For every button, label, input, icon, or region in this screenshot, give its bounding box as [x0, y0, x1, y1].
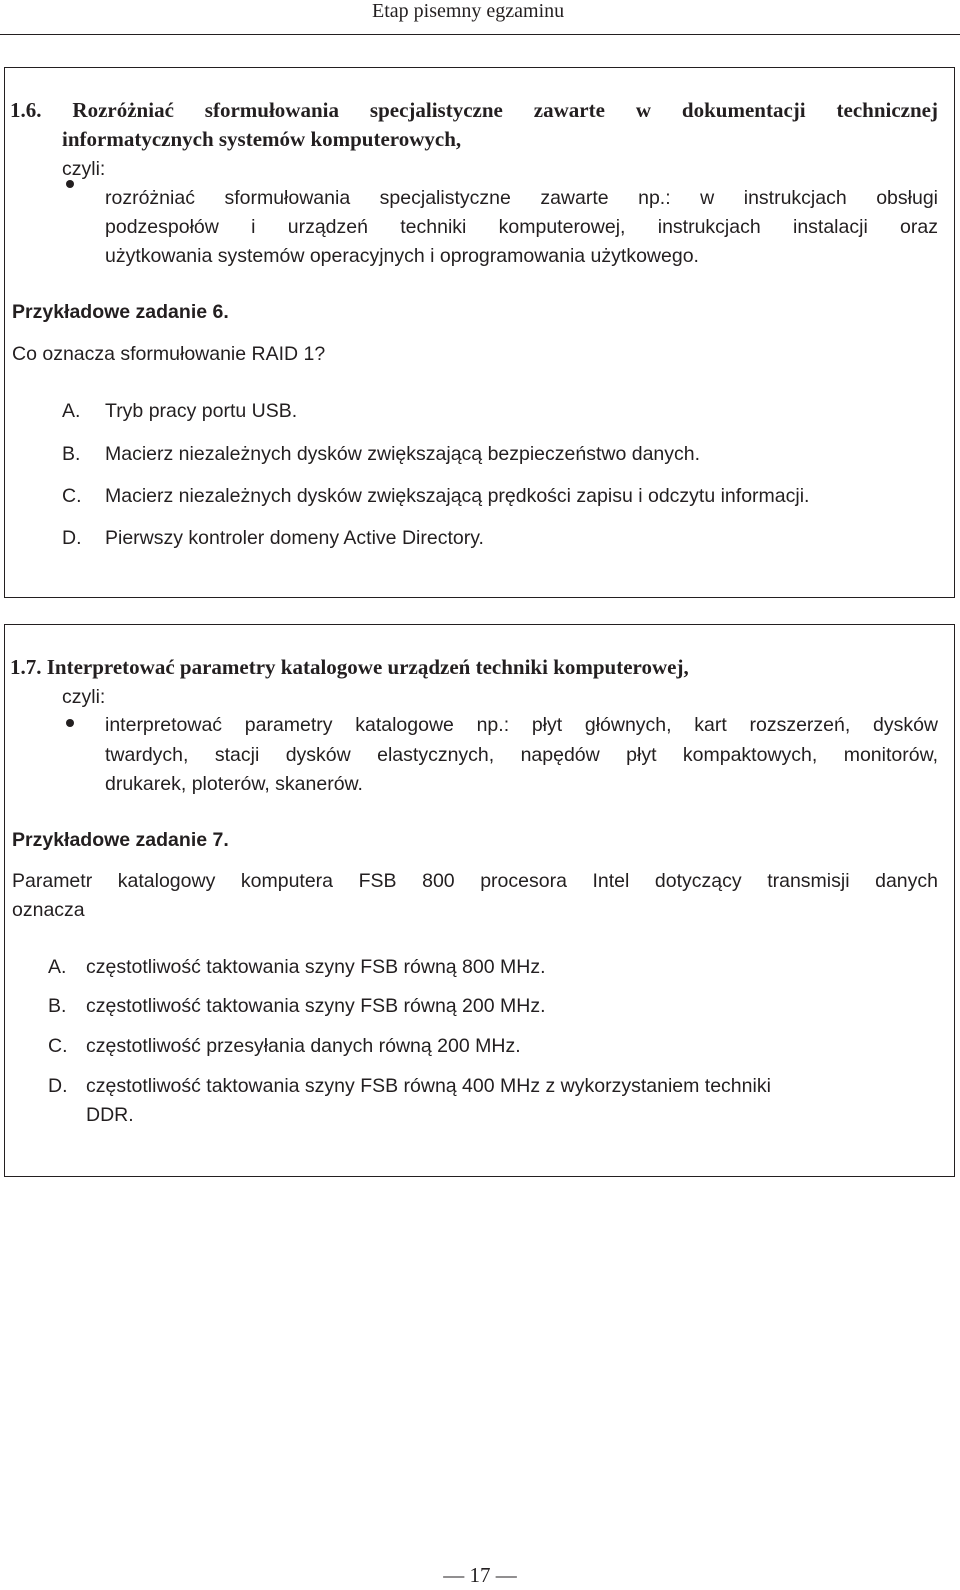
answer-text: częstotliwość taktowania szyny FSB równą 800 MHz. [86, 956, 546, 978]
answer-text-cont: DDR. [86, 1104, 134, 1126]
answer-letter: B. [62, 443, 81, 465]
task-7-title: Przykładowe zadanie 7. [12, 829, 229, 851]
answer-text: częstotliwość taktowania szyny FSB równą 200 MHz. [86, 995, 546, 1017]
bullet-icon [66, 180, 74, 188]
bullet-icon [66, 719, 74, 727]
answer-text: Tryb pracy portu USB. [105, 400, 298, 422]
header-title: Etap pisemny egzaminu [372, 0, 565, 22]
section-1-7-bullet-line: twardych, stacji dysków elastycznych, napędów płyt kompaktowych, monitorów, [105, 744, 938, 766]
answer-text: częstotliwość przesyłania danych równą 200 MHz. [86, 1035, 521, 1057]
section-1-6-heading: 1.6. Rozróżniać sformułowania specjalistyczne zawarte w dokumentacji technicznej [10, 98, 938, 122]
answer-text: Macierz niezależnych dysków zwiększającą bezpieczeństwo danych. [105, 443, 701, 465]
answer-letter: A. [48, 956, 67, 978]
answer-letter: C. [62, 485, 82, 507]
section-1-7-czyli: czyli: [62, 686, 106, 708]
section-1-6-bullet-line: podzespołów i urządzeń techniki komputerowej, instrukcjach instalacji oraz [105, 216, 938, 238]
answer-letter: B. [48, 995, 67, 1017]
section-1-7-bullet-line: drukarek, ploterów, skanerów. [105, 773, 363, 795]
section-1-6-bullet-line: rozróżniać sformułowania specjalistyczne zawarte np.: w instrukcjach obsługi [105, 187, 938, 209]
task-7-question-cont: oznacza [12, 899, 85, 921]
section-1-7-bullet-line: interpretować parametry katalogowe np.: płyt głównych, kart rozszerzeń, dysków [105, 714, 938, 736]
page-header [0, 0, 960, 35]
task-6-question: Co oznacza sformułowanie RAID 1? [12, 343, 326, 365]
answer-letter: C. [48, 1035, 68, 1057]
answer-letter: D. [48, 1075, 68, 1097]
answer-text: Pierwszy kontroler domeny Active Directory. [105, 527, 484, 549]
task-7-question: Parametr katalogowy komputera FSB 800 procesora Intel dotyczący transmisji danych [12, 870, 938, 892]
answer-letter: D. [62, 527, 82, 549]
answer-letter: A. [62, 400, 81, 422]
section-1-7-heading: 1.7. Interpretować parametry katalogowe urządzeń techniki komputerowej, [10, 655, 689, 679]
answer-text: Macierz niezależnych dysków zwiększającą prędkości zapisu i odczytu informacji. [105, 485, 810, 507]
page-number: — 17 — [443, 1563, 517, 1587]
section-1-6-czyli: czyli: [62, 158, 106, 180]
section-1-6-bullet-line: użytkowania systemów operacyjnych i oprogramowania użytkowego. [105, 245, 699, 267]
section-1-6-heading-cont: informatycznych systemów komputerowych, [62, 127, 462, 151]
task-6-title: Przykładowe zadanie 6. [12, 301, 229, 323]
answer-text: częstotliwość taktowania szyny FSB równą 400 MHz z wykorzystaniem techniki [86, 1075, 771, 1097]
